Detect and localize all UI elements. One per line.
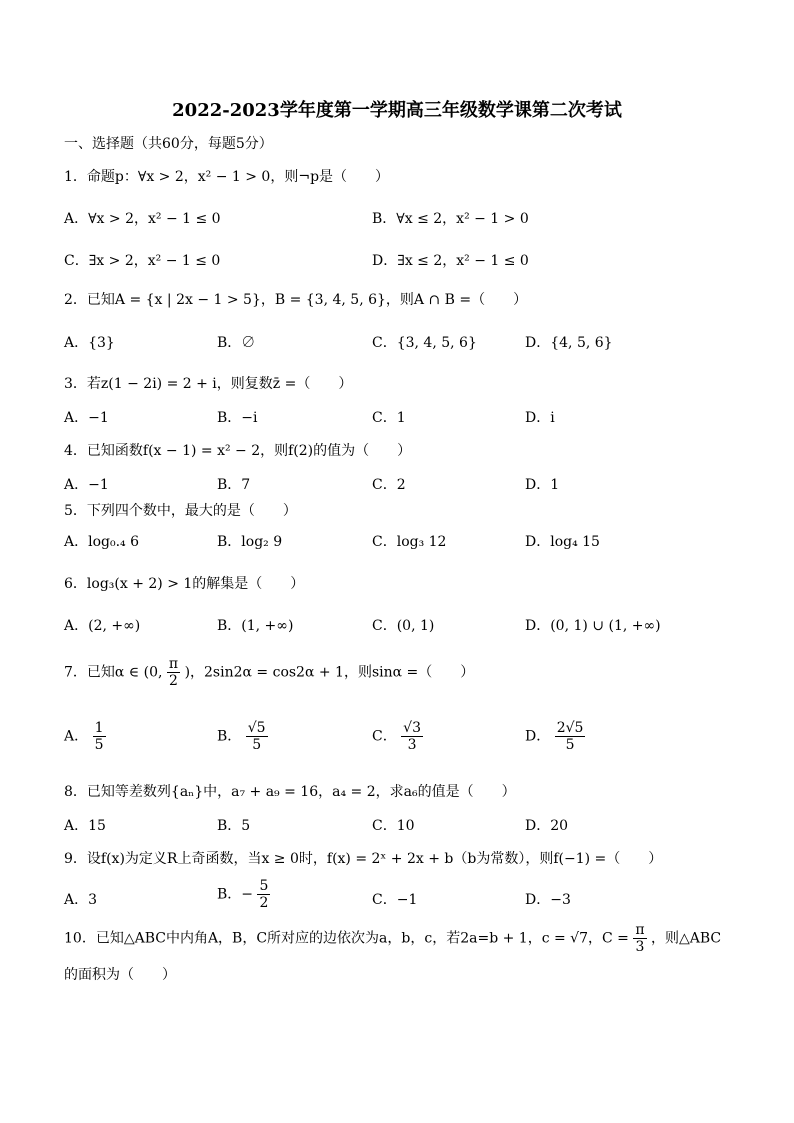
question-6-option-c[interactable]: C．(0, 1) [372,618,435,634]
question-8-option-b[interactable]: B．5 [217,818,251,834]
question-5-option-b[interactable]: B．log₂ 9 [217,534,283,550]
question-10-stem-line2: 的面积为（ ） [64,967,176,983]
question-7-stem [64,656,474,689]
fraction-numerator: √5 [247,720,266,736]
question-7-option-a[interactable] [64,720,106,753]
question-6-option-a[interactable]: A．(2, +∞) [64,618,141,634]
question-8-stem: 8．已知等差数列{aₙ}中，a₇ + a₉ = 16，a₄ = 2，求a₆的值是（ ） [64,784,516,800]
question-9-option-a[interactable]: A．3 [64,892,98,908]
page-title: 2022-2023学年度第一学期高三年级数学课第二次考试 [172,100,622,121]
question-1-option-a[interactable]: A．∀x > 2，x² − 1 ≤ 0 [64,211,221,227]
question-7-option-b[interactable] [217,720,268,753]
question-7-fraction-denominator: 2 [169,673,178,690]
question-10-fraction [633,922,646,955]
question-5-option-c[interactable]: C．log₃ 12 [372,534,447,550]
question-7-option-d[interactable] [525,720,585,753]
question-4-option-a[interactable]: A．−1 [64,477,109,493]
question-2-option-a[interactable]: A．{3} [64,335,115,351]
question-8-option-a[interactable]: A．15 [64,818,106,834]
question-5-option-a[interactable]: A．log₀.₄ 6 [64,534,140,550]
fraction-denominator: 3 [407,737,417,754]
question-7-fraction-numerator: π [168,656,179,672]
fraction-numerator: 5 [259,878,269,894]
fraction-numerator: 1 [94,720,104,736]
question-1-stem: 1．命题p：∀x > 2，x² − 1 > 0，则¬p是（ ） [64,169,390,185]
option-label: B． [217,728,242,745]
question-9-option-d[interactable]: D．−3 [525,892,571,908]
question-1-option-c[interactable]: C．∃x > 2，x² − 1 ≤ 0 [64,253,221,269]
option-label: B．− [217,886,254,903]
option-label: D． [525,728,551,745]
option-label: C． [372,728,397,745]
question-3-option-d[interactable]: D．i [525,410,555,426]
question-2-stem: 2．已知A = {x | 2x − 1 > 5}，B = {3, 4, 5, 6}，则A ∩ B =（ ） [64,292,528,308]
question-7-option-c[interactable] [372,720,423,753]
question-1-option-d[interactable]: D．∃x ≤ 2，x² − 1 ≤ 0 [372,253,529,269]
question-7-stem-suffix: )，2sin2α = cos2α + 1，则sinα =（ ） [184,664,475,681]
option-fraction [246,720,268,753]
question-5-stem: 5．下列四个数中，最大的是（ ） [64,503,297,519]
question-4-option-b[interactable]: B．7 [217,477,251,493]
question-1-option-b[interactable]: B．∀x ≤ 2，x² − 1 > 0 [372,211,529,227]
question-8-option-d[interactable]: D．20 [525,818,569,834]
question-2-option-b[interactable]: B．∅ [217,335,256,351]
question-6-stem: 6．log₃(x + 2) > 1的解集是（ ） [64,576,305,592]
option-label: A． [64,728,89,745]
question-7-stem-prefix: 7．已知α ∈ (0, [64,664,163,681]
fraction-denominator: 2 [259,895,269,912]
fraction-denominator: 5 [252,737,262,754]
question-10-fraction-denominator: 3 [635,939,645,956]
question-9-option-b[interactable] [217,878,270,911]
option-fraction [257,878,270,911]
question-9-stem: 9．设f(x)为定义R上奇函数，当x ≥ 0时，f(x) = 2ˣ + 2x + b（b为常数），则f(−1) =（ ） [64,851,663,867]
question-6-option-d[interactable]: D．(0, 1) ∪ (1, +∞) [525,618,661,634]
option-fraction [555,720,586,753]
question-3-option-c[interactable]: C．1 [372,410,406,426]
question-6-option-b[interactable]: B．(1, +∞) [217,618,294,634]
question-4-option-c[interactable]: C．2 [372,477,406,493]
question-3-stem: 3．若z(1 − 2i) = 2 + i，则复数z̄ =（ ） [64,376,353,392]
question-10-stem [64,922,721,955]
question-8-option-c[interactable]: C．10 [372,818,415,834]
section-heading: 一、选择题（共60分，每题5分） [64,136,273,152]
question-10-fraction-numerator: π [635,922,645,938]
question-2-option-d[interactable]: D．{4, 5, 6} [525,335,613,351]
question-7-fraction [167,656,180,689]
question-2-option-c[interactable]: C．{3, 4, 5, 6} [372,335,477,351]
fraction-denominator: 5 [565,737,575,754]
question-4-stem: 4．已知函数f(x − 1) = x² − 2，则f(2)的值为（ ） [64,443,412,459]
fraction-numerator: √3 [403,720,421,736]
question-9-option-c[interactable]: C．−1 [372,892,418,908]
question-10-stem-prefix: 10．已知△ABC中内角A，B，C所对应的边依次为a，b，c，若2a=b + 1，c = √7，C = [64,930,629,947]
fraction-denominator: 5 [94,737,104,754]
fraction-numerator: 2√5 [556,720,584,736]
question-3-option-a[interactable]: A．−1 [64,410,109,426]
question-5-option-d[interactable]: D．log₄ 15 [525,534,600,550]
question-3-option-b[interactable]: B．−i [217,410,258,426]
question-4-option-d[interactable]: D．1 [525,477,560,493]
option-fraction [401,720,423,753]
option-fraction [93,720,106,753]
question-10-stem-suffix: ，则△ABC [651,930,722,947]
